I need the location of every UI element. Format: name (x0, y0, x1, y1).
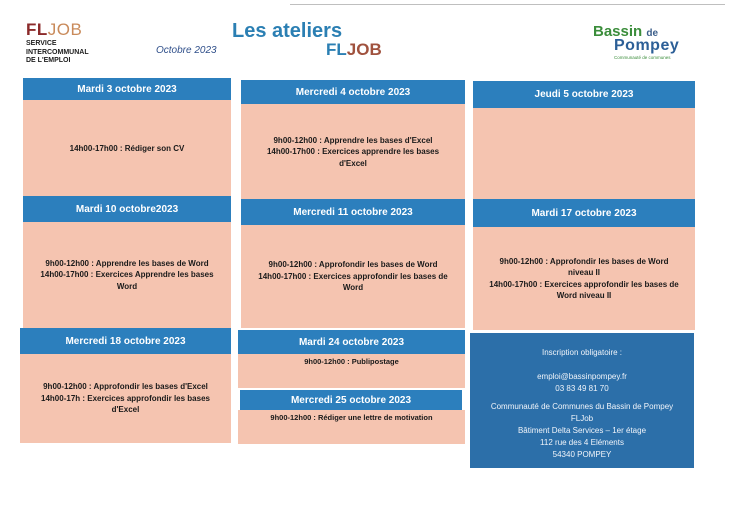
session-body: 9h00-12h00 : Apprendre les bases de Word 14h00-17h00 : Exercices Apprendre les bases Word (23, 222, 231, 328)
city: 54340 POMPEY (552, 450, 612, 459)
session-body-empty (473, 108, 695, 200)
communaute-label: Communauté de communes (614, 55, 671, 60)
session-body: 14h00-17h00 : Rédiger son CV (23, 100, 231, 198)
service-intercommunal: SERVICE INTERCOMMUNAL DE L'EMPLOI (26, 40, 89, 64)
contact-info-box (470, 333, 694, 468)
contact-phone: 03 83 49 81 70 (555, 384, 609, 393)
session-date: Jeudi 5 octobre 2023 (473, 81, 695, 108)
street: 112 rue des 4 Eléments (540, 438, 624, 447)
contact-email[interactable]: emploi@bassinpompey.fr (537, 372, 627, 381)
session-body: 9h00-12h00 : Apprendre les bases d'Excel 14h00-17h00 : Exercices apprendre les bases d'Excel (241, 104, 465, 200)
inscription-label: Inscription obligatoire : (541, 348, 623, 357)
session-date: Mercredi 11 octobre 2023 (241, 199, 465, 225)
session-date: Mardi 24 octobre 2023 (238, 330, 465, 354)
session-date: Mardi 10 octobre2023 (23, 196, 231, 222)
session-body: 9h00-12h00 : Rédiger une lettre de motivation (238, 410, 465, 444)
service-name: FLJob (570, 414, 594, 423)
top-rule (290, 4, 725, 5)
page-title: Les ateliers (232, 20, 343, 42)
page-subtitle: FLJOB (326, 40, 382, 59)
session-date: Mardi 3 octobre 2023 (23, 78, 231, 100)
session-body: 9h00-12h00 : Approfondir les bases de Word 14h00-17h00 : Exercices approfondir les bases de Word (241, 225, 465, 328)
fljob-logo: FLJOB (26, 20, 83, 39)
month-label: Octobre 2023 (156, 45, 217, 56)
session-body: 9h00-12h00 : Approfondir les bases d'Excel 14h00-17h : Exercices approfondir les bases d'Excel (20, 354, 231, 443)
pompey-logo: Pompey (614, 37, 680, 54)
bassin-logo: Bassin de (593, 23, 659, 40)
session-date: Mercredi 4 octobre 2023 (241, 80, 465, 104)
org-name: Communauté de Communes du Bassin de Pompey (490, 402, 674, 411)
session-body: 9h00-12h00 : Publipostage (238, 354, 465, 388)
session-date: Mercredi 18 octobre 2023 (20, 328, 231, 354)
building: Bâtiment Delta Services – 1er étage (517, 426, 647, 435)
session-body: 9h00-12h00 : Approfondir les bases de Word niveau II 14h00-17h00 : Exercices approfondir les bases de Word niveau II (473, 227, 695, 330)
session-date: Mardi 17 octobre 2023 (473, 199, 695, 227)
session-date: Mercredi 25 octobre 2023 (240, 390, 462, 410)
